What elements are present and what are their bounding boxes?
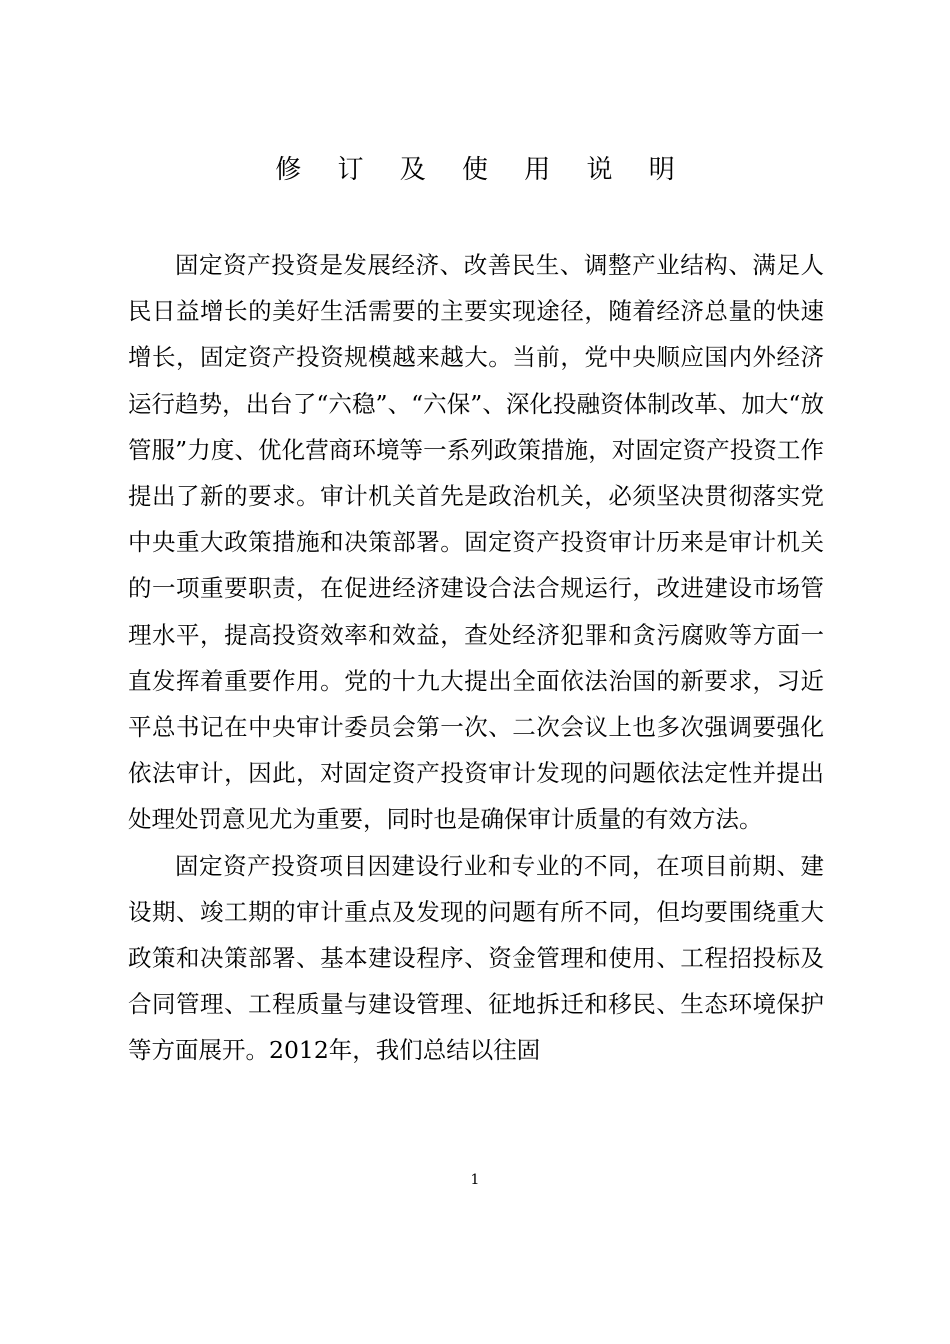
document-title: 修 订 及 使 用 说 明 — [275, 155, 689, 185]
document-body — [128, 242, 824, 1074]
page-number: 1 — [470, 1172, 480, 1188]
paragraph-2: 固定资产投资项目因建设行业和专业的不同，在项目前期、建设期、竣工期的审计重点及发现的问题有所不同，但均要围绕重大政策和决策部署、基本建设程序、资金管理和使用、工程招投标及合同管理、工程质量与建设管理、征地拆迁和移民、生态环境保护等方面展开。2012年，我们总结以往固 — [128, 851, 824, 1065]
paragraph-1: 固定资产投资是发展经济、改善民生、调整产业结构、满足人民日益增长的美好生活需要的主要实现途径，随着经济总量的快速增长，固定资产投资规模越来越大。当前，党中央顺应国内外经济运行趋势，出台了“六稳”、“六保”、深化投融资体制改革、加大“放管服”力度、优化营商环境等一系列政策措施，对固定资产投资工作提出了新的要求。审计机关首先是政治机关，必须坚决贯彻落实党中央重大政策措施和决策部署。固定资产投资审计历来是审计机关的一项重要职责，在促进经济建设合法合规运行，改进建设市场管理水平，提高投资效率和效益，查处经济犯罪和贪污腐败等方面一直发挥着重要作用。党的十九大提出全面依法治国的新要求，习近平总书记在中央审计委员会第一次、二次会议上也多次强调要强化依法审计，因此，对固定资产投资审计发现的问题依法定性并提出处理处罚意见尤为重要，同时也是确保审计质量的有效方法。 — [128, 251, 824, 834]
